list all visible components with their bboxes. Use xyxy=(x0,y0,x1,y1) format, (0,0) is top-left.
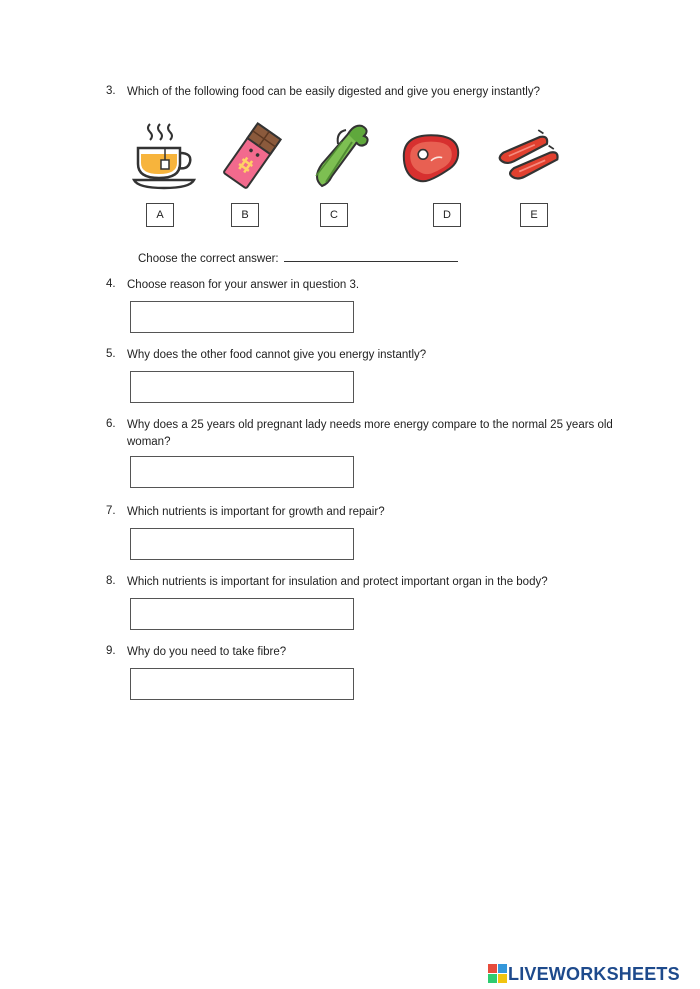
chocolate-bar-icon xyxy=(220,122,284,190)
liveworksheets-logo-text: LIVEWORKSHEETS xyxy=(508,963,680,984)
question-text-6: Why does a 25 years old pregnant lady needs more energy compare to the normal 25 years old woman? xyxy=(127,419,613,448)
option-letter-b: B xyxy=(241,209,249,221)
question-text-8: Which nutrients is important for insulation and protect important organ in the body? xyxy=(127,576,548,588)
liveworksheets-logo-icon xyxy=(488,964,508,984)
question-number-9: 9. xyxy=(106,645,116,657)
question-text-9: Why do you need to take fibre? xyxy=(127,646,287,658)
option-box-b[interactable] xyxy=(231,203,259,227)
steak-icon xyxy=(399,122,463,190)
choose-answer-label: Choose the correct answer: xyxy=(138,253,279,265)
answer-box-7[interactable] xyxy=(130,528,354,560)
question-text-3: Which of the following food can be easily digested and give you energy instantly? xyxy=(127,86,540,98)
question-number-8: 8. xyxy=(106,575,116,587)
question-number-7: 7. xyxy=(106,505,116,517)
choose-answer-row xyxy=(138,251,458,265)
question-number-6: 6. xyxy=(106,418,116,430)
question-text-4: Choose reason for your answer in question 3. xyxy=(127,279,360,291)
option-letter-a: A xyxy=(156,209,164,221)
liveworksheets-logo[interactable] xyxy=(488,963,680,985)
option-letter-c: C xyxy=(330,209,338,221)
sausage-icon xyxy=(495,122,559,190)
answer-box-6[interactable] xyxy=(130,456,354,488)
question-number-5: 5. xyxy=(106,348,116,360)
question-text-5: Why does the other food cannot give you energy instantly? xyxy=(127,349,427,361)
celery-icon xyxy=(308,122,372,190)
option-box-d[interactable] xyxy=(433,203,461,227)
option-letter-e: E xyxy=(530,209,538,221)
answer-box-4[interactable] xyxy=(130,301,354,333)
question-text-7: Which nutrients is important for growth and repair? xyxy=(127,506,385,518)
answer-blank-line[interactable] xyxy=(284,251,458,262)
option-box-a[interactable] xyxy=(146,203,174,227)
option-letter-d: D xyxy=(443,209,451,221)
question-number-4: 4. xyxy=(106,278,116,290)
option-box-e[interactable] xyxy=(520,203,548,227)
tea-cup-icon xyxy=(132,122,196,190)
answer-box-8[interactable] xyxy=(130,598,354,630)
answer-box-5[interactable] xyxy=(130,371,354,403)
option-box-c[interactable] xyxy=(320,203,348,227)
question-number-3: 3. xyxy=(106,85,116,97)
answer-box-9[interactable] xyxy=(130,668,354,700)
